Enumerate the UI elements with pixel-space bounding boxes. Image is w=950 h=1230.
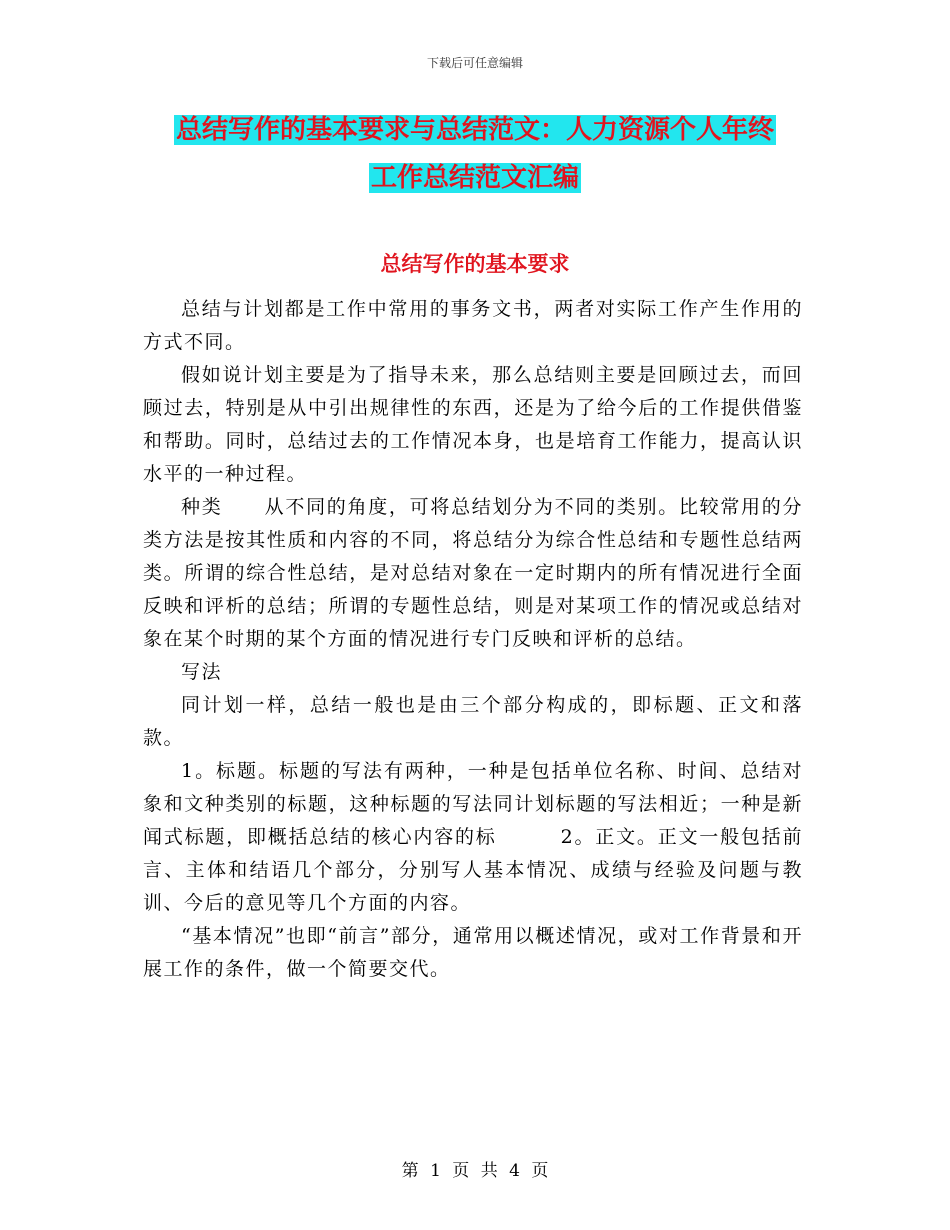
paragraph-7: “基本情况”也即“前言”部分，通常用以概述情况，或对工作背景和开展工作的条件，做一个简要交代。 bbox=[143, 925, 803, 980]
title-line-2: 工作总结范文汇编 bbox=[370, 163, 579, 193]
paragraph-6-part-a: 1。标题。标题的写法有两种，一种是包括单位名称、时间、总结对象和文种类别的标题，这种标题的写法同计划标题的写法相近；一种是新闻式标题，即概括总结的核心内容的标 bbox=[143, 760, 803, 848]
section-title: 总结写作的基本要求 bbox=[380, 252, 570, 276]
body-text bbox=[143, 293, 803, 986]
paragraph-6-part-b: 2。正文。正文一般包括前言、主体和结语几个部分，分别写人基本情况、成绩与经验及问题与教训、今后的意见等几个方面的内容。 bbox=[143, 826, 803, 914]
paragraph-3 bbox=[143, 491, 803, 656]
header-note: 下载后可任意编辑 bbox=[426, 56, 523, 70]
document-title bbox=[140, 106, 810, 202]
paragraph-6 bbox=[143, 755, 803, 920]
paragraph-3-heading: 种类 bbox=[181, 496, 223, 518]
paragraph-5: 同计划一样，总结一般也是由三个部分构成的，即标题、正文和落款。 bbox=[143, 694, 803, 749]
title-line-1: 总结写作的基本要求与总结范文：人力资源个人年终 bbox=[175, 115, 774, 145]
paragraph-2: 假如说计划主要是为了指导未来，那么总结则主要是回顾过去，而回顾过去，特别是从中引出规律性的东西，还是为了给今后的工作提供借鉴和帮助。同时，总结过去的工作情况本身，也是培育工作能力，提高认识水平的一种过程。 bbox=[143, 364, 803, 485]
paragraph-4: 写法 bbox=[181, 661, 223, 683]
paragraph-1: 总结与计划都是工作中常用的事务文书，两者对实际工作产生作用的方式不同。 bbox=[143, 298, 803, 353]
paragraph-3-body: 从不同的角度，可将总结划分为不同的类别。比较常用的分类方法是按其性质和内容的不同，将总结分为综合性总结和专题性总结两类。所谓的综合性总结，是对总结对象在一定时期内的所有情况进行全面反映和评析的总结；所谓的专题性总结，则是对某项工作的情况或总结对象在某个时期的某个方面的情况进行专门反映和评析的总结。 bbox=[143, 496, 803, 650]
page-footer: 第 1 页 共 4 页 bbox=[401, 1161, 549, 1181]
